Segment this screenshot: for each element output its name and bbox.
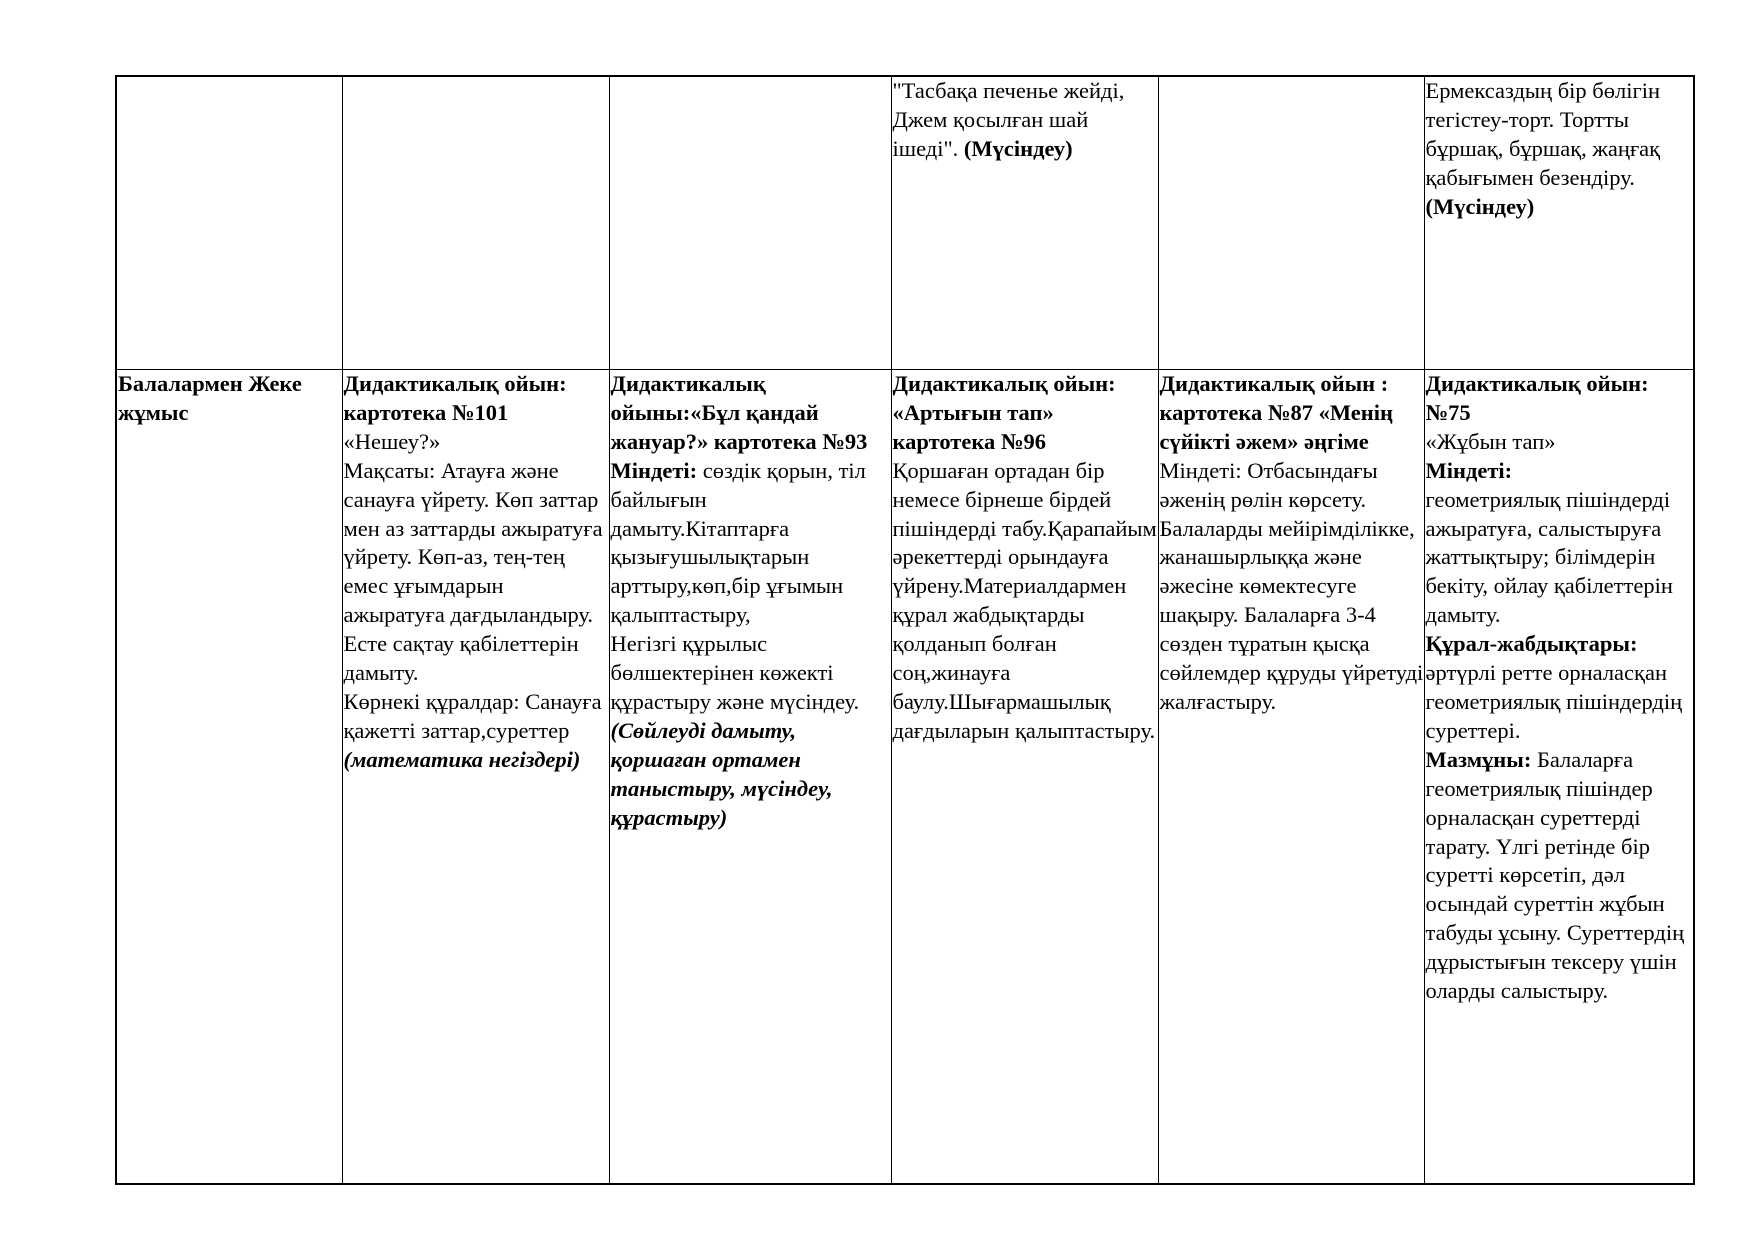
game-title: Дидактикалық ойын: картотека №101 — [343, 371, 567, 425]
game-label: Міндеті: — [1425, 457, 1513, 483]
game-body-2: Негізгі құрылыс бөлшектерінен көжекті құрастыру және мүсіндеу. — [610, 631, 860, 714]
game-body: әртүрлі ретте орналасқан геометриялық пішіндердің суреттері. — [1425, 660, 1683, 743]
cell-game-96 — [891, 370, 1158, 1185]
cell-day6-modeling — [1424, 76, 1694, 370]
activity-text: Ермексаздың бір бөлігін тегістеу-торт. Тортты бұршақ, бұршақ, жаңғақ қабығымен безендіру. — [1425, 78, 1661, 190]
plan-table — [115, 75, 1695, 1185]
game-title: Дидактикалық ойын:№75 — [1425, 371, 1649, 425]
cell-empty — [609, 76, 891, 370]
game-label: Құрал-жабдықтары: — [1425, 631, 1638, 657]
cell-game-87 — [1158, 370, 1424, 1185]
row-title: Балалармен Жеке жұмыс — [118, 371, 302, 425]
game-body: сөздік қорын, тіл байлығын дамыту.Кітаптарға қызығушылықтарын арттыру,көп,бір ұғымын қалыптастыру, — [610, 457, 866, 628]
game-name: «Нешеу?» — [343, 428, 441, 454]
row-header-individual-work — [116, 370, 342, 1185]
cell-day4-modeling — [891, 76, 1158, 370]
game-tag: (Сөйлеуді дамыту, қоршаған ортамен таныстыру, мүсіндеу, құрастыру) — [610, 717, 833, 830]
game-label: Мазмұны: — [1425, 746, 1532, 772]
cell-game-93 — [609, 370, 891, 1185]
activity-text: "Тасбақа печенье жейді, Джем қосылған шай ішеді". — [892, 78, 1125, 161]
game-name: «Жұбын тап» — [1425, 428, 1556, 454]
game-body: Мақсаты: Атауға және санауға үйрету. Көп заттар мен аз заттарды ажыратуға үйрету. Көп-аз, тең-тең емес ұғымдарын ажыратуға дағдыландыру. Есте сақтау қабілеттерін дамыту. — [343, 457, 603, 686]
cell-game-75 — [1424, 370, 1694, 1185]
table-row — [116, 370, 1694, 1185]
game-body: Міндеті: Отбасындағы әженің рөлін көрсету. Балаларды мейірімділікке, жанашырлыққа және әжесіне көмектесуге шақыру. Балаларға 3-4 сөзден тұратын қысқа сөйлемдер құруды үйретуді жалғастыру. — [1159, 457, 1424, 714]
cell-game-101 — [342, 370, 609, 1185]
cell-empty — [1158, 76, 1424, 370]
game-body: Балаларға геометриялық пішіндер орналасқан суреттерді тарату. Үлгі ретінде бір суретті көрсетіп, дәл осындай суреттін жұбын табуды ұсыну. Суреттердің дұрыстығын тексеру үшін оларды салыстыру. — [1425, 746, 1685, 1004]
game-tools: Көрнекі құралдар: Санауға қажетті заттар,суреттер — [343, 688, 602, 743]
game-label: Міндеті: — [610, 457, 698, 483]
game-tag: (математика негіздері) — [343, 746, 581, 772]
game-title: Дидактикалық ойын : картотека №87 «Менің сүйікті әжем» әңгіме — [1159, 371, 1393, 454]
cell-empty — [342, 76, 609, 370]
game-title: Дидактикалық ойын: «Артығын тап» картотека №96 — [892, 371, 1116, 454]
game-body: геометриялық пішіндерді ажыратуға, салыстыруға жаттықтыру; білімдерін бекіту, ойлау қабілеттерін дамыту. — [1425, 486, 1673, 628]
game-title: Дидактикалық ойыны:«Бұл қандай жануар?» картотека №93 — [610, 371, 868, 454]
activity-tag: (Мүсіндеу) — [1425, 193, 1535, 219]
table-row — [116, 76, 1694, 370]
game-body: Қоршаған ортадан бір немесе бірнеше бірдей пішіндерді табу.Қарапайым әрекеттерді орындауға үйрену.Материалдармен құрал жабдықтарды қолданып болған соң,жинауға баулу.Шығармашылық дағдыларын қалыптастыру. — [892, 457, 1157, 743]
activity-tag: (Мүсіндеу) — [963, 135, 1073, 161]
cell-empty — [116, 76, 342, 370]
